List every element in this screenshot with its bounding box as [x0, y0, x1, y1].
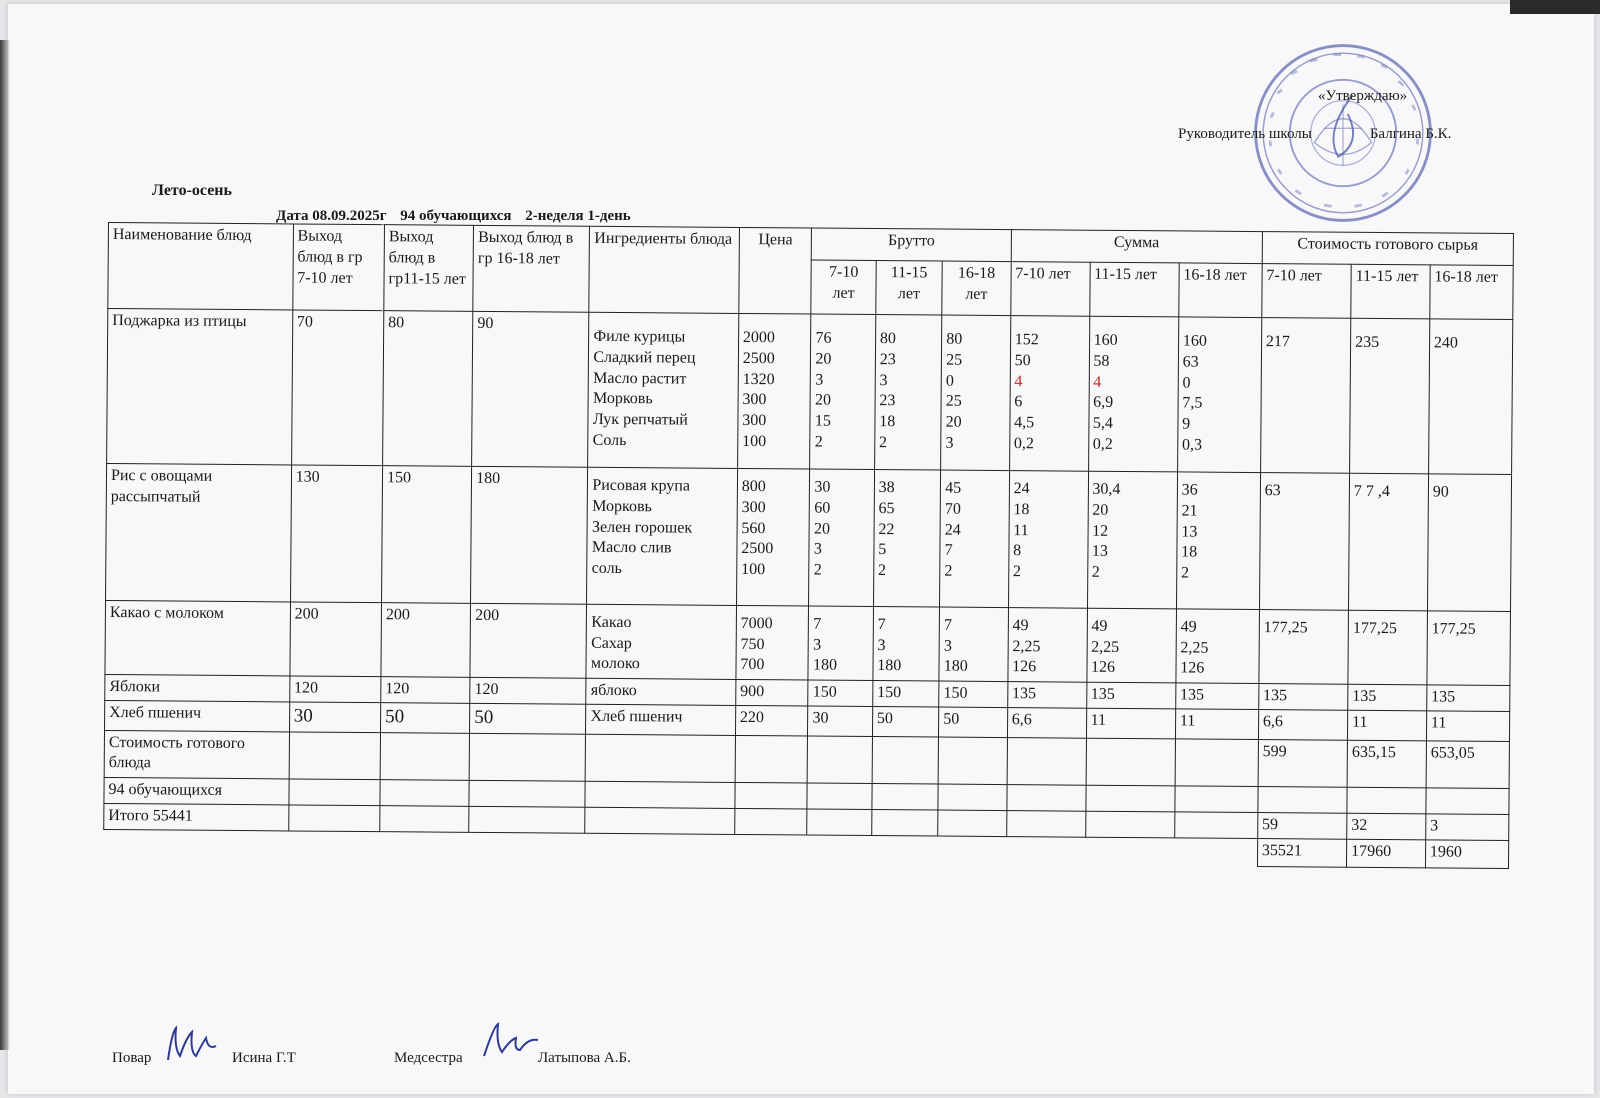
cell-line: 20 — [814, 520, 831, 538]
dish-brutto-7-10 — [808, 606, 873, 680]
cell-line: 8 — [1013, 542, 1022, 560]
dish-yield: 120 — [470, 677, 586, 704]
menu-cost-table — [103, 222, 1514, 869]
dish-yield: 200 — [381, 602, 471, 677]
empty-cell — [1007, 737, 1086, 784]
cell-line: 60 — [814, 499, 831, 517]
cell-line: 2 — [877, 562, 887, 580]
cell-line: 7 — [943, 616, 953, 634]
cell-line: 2500 — [742, 349, 775, 368]
dish-sum-7-10 — [1007, 681, 1086, 708]
total-label: 94 обучающихся — [104, 777, 289, 805]
empty-cell — [380, 805, 469, 832]
cook-signature — [162, 1022, 222, 1066]
cell-line: 20 — [815, 391, 832, 410]
header-cost-16-18: 16-18 лет — [1430, 265, 1514, 320]
cell-line: 24 — [944, 521, 961, 539]
cell-line: 58 — [1093, 352, 1110, 370]
dish-yield: 120 — [289, 676, 380, 703]
dish-sum-16-18 — [1177, 317, 1261, 473]
dish-cost: 135 — [1348, 684, 1427, 711]
cell-line: 20 — [945, 413, 962, 431]
cell-line: 50 — [876, 709, 893, 727]
nurse-label: Медсестра — [394, 1050, 463, 1066]
total-value: 32 — [1347, 813, 1426, 840]
cell-line: 4,5 — [1014, 414, 1035, 432]
cell-line: 6 — [1014, 393, 1023, 411]
dish-yield: 70 — [291, 310, 384, 466]
cell-line: Филе курицы — [593, 327, 686, 346]
total-value: 599 — [1258, 739, 1348, 787]
header-cost-7-10: 7-10 лет — [1262, 264, 1352, 319]
cell-line: соль — [591, 559, 622, 578]
cell-line: 750 — [740, 635, 765, 653]
dish-sum-11-15 — [1087, 471, 1177, 609]
dish-ingredients — [586, 704, 736, 735]
cell-line: молоко — [590, 655, 640, 673]
cell-line: 1320 — [742, 370, 775, 388]
dish-brutto-7-10 — [810, 314, 876, 469]
cell-line: 160 — [1182, 332, 1207, 350]
empty-cell — [735, 808, 808, 835]
cell-line: 2 — [1012, 563, 1022, 581]
empty-cell — [872, 783, 939, 810]
empty-cell — [380, 732, 470, 780]
cell-line: яблоко — [590, 681, 637, 699]
cell-line: 2500 — [741, 540, 774, 558]
header-brutto-11-15: 11-15 лет — [876, 261, 943, 316]
cell-line: 300 — [741, 498, 766, 516]
desk-edge — [0, 40, 10, 1050]
cell-line: 22 — [878, 520, 895, 538]
dish-sum-11-15 — [1086, 708, 1175, 739]
dish-cost: 177,25 — [1259, 609, 1349, 684]
cell-line: 7000 — [740, 614, 773, 632]
dish-brutto-16-18 — [939, 681, 1008, 708]
cell-line: 2 — [813, 561, 822, 579]
cell-line: 3 — [945, 434, 954, 452]
cell-line: Масло слив — [591, 539, 672, 557]
approval-title: «Утверждаю» — [1318, 88, 1408, 104]
cell-line: 80 — [879, 330, 896, 348]
dish-brutto-7-10 — [809, 469, 874, 606]
cell-line: Зелен горошек — [591, 518, 693, 537]
empty-cell — [585, 807, 735, 834]
dish-cost: 90 — [1427, 474, 1511, 611]
cook-label: Повар — [112, 1050, 152, 1066]
total-label: Стоимость готового блюда — [104, 730, 289, 778]
cell-line: 2 — [814, 433, 823, 451]
cell-line: 49 — [1091, 617, 1108, 635]
cell-line: 700 — [740, 656, 765, 674]
dish-ingredients — [586, 604, 736, 679]
dish-yield: 120 — [381, 676, 470, 703]
cell-line: 0,3 — [1181, 436, 1203, 454]
cell-line: 100 — [741, 561, 766, 579]
cell-line: 23 — [879, 392, 896, 410]
cell-line: 45 — [945, 479, 962, 497]
cell-line: 80 — [946, 330, 963, 348]
header-yield-11-15: Выход блюд в гр11-15 лет — [384, 225, 474, 312]
header-brutto: Брутто — [812, 228, 1011, 262]
cell-line: 135 — [1011, 684, 1037, 702]
dish-brutto-11-15 — [873, 469, 940, 606]
cell-line: 150 — [943, 684, 968, 702]
dish-ingredients — [588, 312, 739, 468]
cell-line: 4 — [1014, 372, 1023, 390]
empty-cell — [380, 779, 469, 806]
cell-line: 900 — [740, 682, 765, 700]
dish-price — [736, 605, 809, 679]
cell-line: 12 — [1092, 522, 1109, 540]
empty-cell — [1175, 785, 1258, 812]
header-yield-7-10: Выход блюд в гр 7-10 лет — [293, 224, 385, 311]
cell-line: 15 — [814, 412, 831, 430]
dish-sum-16-18 — [1175, 682, 1258, 709]
dish-cost: 177,25 — [1427, 611, 1511, 685]
cell-line: 100 — [742, 432, 767, 451]
dish-name: Яблоки — [105, 674, 290, 702]
dish-yield: 200 — [470, 603, 587, 678]
cell-line: Хлеб пшенич — [590, 707, 683, 726]
dish-sum-11-15 — [1088, 316, 1178, 472]
cell-line: 13 — [1091, 543, 1109, 561]
cell-line: 7 — [944, 541, 953, 559]
cell-line: Соль — [592, 431, 627, 450]
cell-line: 2 — [1091, 563, 1100, 581]
cell-line: 50 — [943, 710, 960, 728]
cell-line: 3 — [815, 371, 824, 389]
cell-line: 135 — [1090, 685, 1115, 703]
cell-line: 11 — [1090, 711, 1107, 729]
dish-yield: 30 — [289, 702, 381, 733]
empty-cell — [807, 783, 872, 810]
total-value — [1347, 787, 1426, 814]
cell-line: 2 — [879, 434, 888, 452]
cell-line: 7,5 — [1182, 394, 1203, 412]
dish-yield: 150 — [382, 466, 472, 604]
dish-price — [736, 468, 810, 605]
cell-line: 21 — [1181, 502, 1198, 520]
dish-ingredients — [586, 678, 736, 705]
dish-brutto-11-15 — [874, 315, 942, 470]
dish-sum-7-10 — [1007, 707, 1086, 738]
empty-cell — [1085, 811, 1174, 838]
dish-name: Рис с овощами рассыпчатый — [106, 463, 292, 601]
dish-sum-16-18 — [1176, 472, 1260, 609]
cell-line: 18 — [1181, 543, 1198, 561]
cell-line: 76 — [815, 329, 832, 347]
cell-line: 4 — [1093, 373, 1102, 391]
cell-line: 160 — [1093, 331, 1118, 349]
cell-line: 0,2 — [1092, 435, 1113, 453]
dish-brutto-16-18 — [940, 470, 1010, 607]
cell-line: 6,9 — [1093, 394, 1114, 412]
cell-line: Морковь — [592, 497, 652, 515]
cell-line: 36 — [1181, 481, 1198, 499]
dish-yield: 80 — [383, 311, 473, 467]
cell-line: 150 — [877, 683, 902, 701]
header-yield-16-18: Выход блюд в гр 16-18 лет — [473, 225, 590, 312]
dish-name: Какао с молоком — [105, 600, 290, 675]
total-value: 3 — [1426, 814, 1509, 841]
cell-line: 0 — [945, 372, 955, 390]
empty-cell — [1174, 812, 1257, 839]
dish-name: Поджарка из птицы — [107, 309, 293, 465]
cell-line: 180 — [877, 657, 902, 675]
cell-line: 18 — [1013, 500, 1030, 518]
cell-line: Морковь — [592, 390, 653, 408]
dish-sum-16-18 — [1175, 709, 1258, 740]
cell-line: 0 — [1182, 374, 1191, 392]
dish-ingredients — [587, 467, 737, 605]
dish-name: Хлеб пшенич — [105, 700, 290, 731]
dish-sum-16-18 — [1176, 609, 1260, 683]
empty-cell — [469, 806, 585, 833]
cell-line: 300 — [742, 391, 767, 409]
dish-cost: 6,6 — [1258, 709, 1347, 740]
week-day: 2-неделя 1-день — [525, 208, 631, 224]
dish-row — [105, 600, 1511, 685]
cell-line: 2 — [944, 562, 953, 580]
cell-line: 3 — [943, 637, 952, 655]
dish-brutto-7-10 — [808, 680, 873, 707]
cell-line: 180 — [943, 657, 968, 676]
dish-brutto-11-15 — [872, 706, 939, 736]
cell-line: 3 — [813, 636, 822, 654]
approval-name: Балгина Б.К. — [1369, 126, 1452, 142]
cell-line: 3 — [879, 371, 888, 389]
dish-sum-11-15 — [1086, 608, 1176, 683]
dish-sum-7-10 — [1008, 607, 1087, 681]
cell-line: 126 — [1090, 659, 1116, 677]
empty-cell — [288, 805, 379, 832]
cell-line: 23 — [879, 350, 896, 368]
dish-sum-11-15 — [1086, 682, 1175, 709]
total-label: Итого 55441 — [104, 803, 289, 831]
cell-line: 7 — [877, 615, 886, 633]
total-value: 653,05 — [1426, 740, 1510, 788]
season-label: Лето-осень — [152, 182, 232, 199]
cell-line: 20 — [1092, 501, 1109, 519]
desk-corner — [1510, 0, 1600, 14]
dish-yield: 50 — [380, 702, 469, 733]
cell-line: 7 — [813, 615, 822, 633]
empty-cell — [1085, 785, 1174, 812]
dish-cost: 240 — [1428, 319, 1512, 475]
dish-sum-7-10 — [1008, 471, 1088, 608]
cell-line: 560 — [741, 519, 766, 537]
dish-cost: 11 — [1426, 711, 1509, 742]
dish-yield: 130 — [290, 465, 382, 603]
header-sum-7-10: 7-10 лет — [1010, 262, 1089, 317]
cell-line: 152 — [1014, 331, 1039, 349]
cell-line: 13 — [1181, 522, 1198, 541]
cell-line: 135 — [1180, 685, 1205, 704]
cell-line: 11 — [1013, 521, 1029, 539]
cell-line: 50 — [1014, 351, 1031, 370]
dish-cost: 7 7 ,4 — [1349, 473, 1429, 610]
cell-line: Сладкий перец — [593, 348, 696, 367]
cell-line: 2000 — [742, 328, 776, 347]
dish-cost: 63 — [1259, 472, 1349, 610]
empty-cell — [872, 736, 939, 783]
cell-line: 5,4 — [1092, 414, 1114, 433]
dish-cost: 235 — [1350, 318, 1430, 474]
cell-line: Сахар — [591, 634, 632, 652]
cell-line: 18 — [879, 413, 896, 431]
total-value — [1426, 787, 1509, 814]
empty-cell — [808, 736, 873, 783]
cell-line: 5 — [878, 541, 887, 559]
dish-brutto-11-15 — [873, 606, 940, 680]
cell-line: Лук репчатый — [592, 411, 688, 429]
cell-line: 65 — [878, 499, 895, 517]
cell-line: 2,25 — [1180, 638, 1209, 657]
cell-line: 11 — [1179, 712, 1196, 730]
date-text: Дата 08.09.2025г — [276, 208, 387, 224]
cell-line: 30 — [814, 478, 831, 496]
empty-cell — [289, 732, 381, 780]
total-value: 1960 — [1425, 840, 1508, 869]
cell-line: 800 — [741, 477, 766, 496]
empty-cell — [469, 733, 586, 781]
empty-cell — [469, 780, 585, 807]
dish-price — [735, 705, 808, 735]
total-value: 635,15 — [1347, 740, 1426, 787]
dish-brutto-16-18 — [941, 315, 1011, 470]
empty-cell — [1006, 810, 1085, 837]
cell-line: 70 — [944, 500, 962, 518]
cell-line: 0,2 — [1013, 435, 1035, 453]
dish-price — [737, 313, 811, 468]
header-name: Наименование блюд — [108, 223, 293, 310]
cell-line: 25 — [946, 351, 963, 369]
header-brutto-16-18: 16-18 лет — [942, 261, 1011, 316]
total-value — [1258, 786, 1347, 813]
cell-line: 3 — [877, 636, 886, 654]
cell-line: 2,25 — [1091, 638, 1120, 656]
dish-yield: 180 — [471, 466, 588, 604]
empty-cell — [807, 809, 872, 836]
cell-line: 30 — [812, 709, 829, 727]
cell-line: Масло растит — [593, 369, 687, 388]
cell-line: 49 — [1012, 616, 1029, 634]
cell-line: 2 — [1180, 564, 1190, 582]
header-summa: Сумма — [1011, 230, 1262, 264]
header-cost-11-15: 11-15 лет — [1351, 264, 1430, 319]
cell-line: 220 — [739, 708, 765, 726]
dish-yield: 50 — [470, 703, 586, 734]
dish-row — [107, 309, 1513, 475]
empty-cell — [871, 809, 938, 836]
total-value: 17960 — [1346, 839, 1425, 868]
header-sum-11-15: 11-15 лет — [1089, 262, 1179, 317]
dish-cost: 135 — [1427, 684, 1510, 711]
cell-line: 38 — [878, 478, 895, 497]
empty-cell — [735, 735, 808, 782]
dish-brutto-16-18 — [939, 607, 1008, 681]
dish-cost: 135 — [1258, 683, 1347, 710]
cell-line: 25 — [945, 392, 962, 411]
cook-name: Исина Г.Т — [232, 1050, 296, 1066]
cell-line: Рисовая крупа — [592, 476, 691, 495]
header-cost: Стоимость готового сырья — [1262, 232, 1513, 266]
cell-line: 2,25 — [1012, 637, 1041, 655]
cell-line: 126 — [1180, 659, 1205, 677]
dish-row — [106, 463, 1512, 611]
cell-line: 6,6 — [1011, 710, 1032, 728]
students-count: 94 обучающихся — [400, 208, 512, 224]
approval-line — [1178, 126, 1451, 143]
dish-sum-7-10 — [1009, 316, 1089, 472]
empty-cell — [289, 778, 380, 805]
empty-cell — [586, 734, 736, 782]
cell-line: 63 — [1182, 353, 1199, 371]
date-line — [276, 208, 641, 225]
header-sum-16-18: 16-18 лет — [1179, 263, 1262, 318]
header-brutto-7-10: 7-10 лет — [811, 260, 876, 315]
cell-line: 20 — [815, 350, 832, 368]
cell-line: 24 — [1013, 480, 1030, 498]
cell-line: 126 — [1012, 658, 1037, 676]
empty-cell — [938, 737, 1007, 784]
dish-brutto-7-10 — [808, 706, 873, 736]
approval-position: Руководитель школы — [1178, 126, 1312, 142]
total-value: 59 — [1257, 812, 1346, 839]
cell-line: 150 — [812, 683, 837, 701]
nurse-signature — [480, 1020, 542, 1064]
empty-cell — [585, 781, 735, 808]
nurse-name: Латыпова А.Б. — [538, 1050, 631, 1066]
cell-line: 49 — [1180, 618, 1197, 636]
empty-cell — [735, 782, 808, 809]
cell-line: 300 — [742, 412, 767, 430]
dish-price — [736, 679, 809, 706]
empty-cell — [938, 810, 1007, 837]
empty-cell — [938, 784, 1007, 811]
empty-cell — [1175, 739, 1258, 787]
empty-cell — [1007, 784, 1086, 811]
dish-yield: 90 — [472, 311, 589, 467]
dish-brutto-16-18 — [939, 707, 1008, 737]
dish-brutto-11-15 — [873, 680, 940, 707]
header-price: Цена — [739, 227, 812, 314]
total-value: 35521 — [1257, 838, 1346, 867]
cell-line: 3 — [813, 540, 822, 558]
header-ingredients: Ингредиенты блюда — [589, 226, 739, 313]
dish-cost: 217 — [1260, 318, 1350, 474]
cell-line: Какао — [591, 613, 632, 631]
dish-cost: 11 — [1347, 710, 1426, 741]
cell-line: 30,4 — [1092, 480, 1121, 498]
empty-cell — [1086, 738, 1176, 786]
cell-line: 9 — [1182, 415, 1191, 433]
dish-cost: 177,25 — [1348, 610, 1427, 684]
cell-line: 180 — [812, 656, 838, 675]
dish-yield: 200 — [290, 602, 382, 677]
